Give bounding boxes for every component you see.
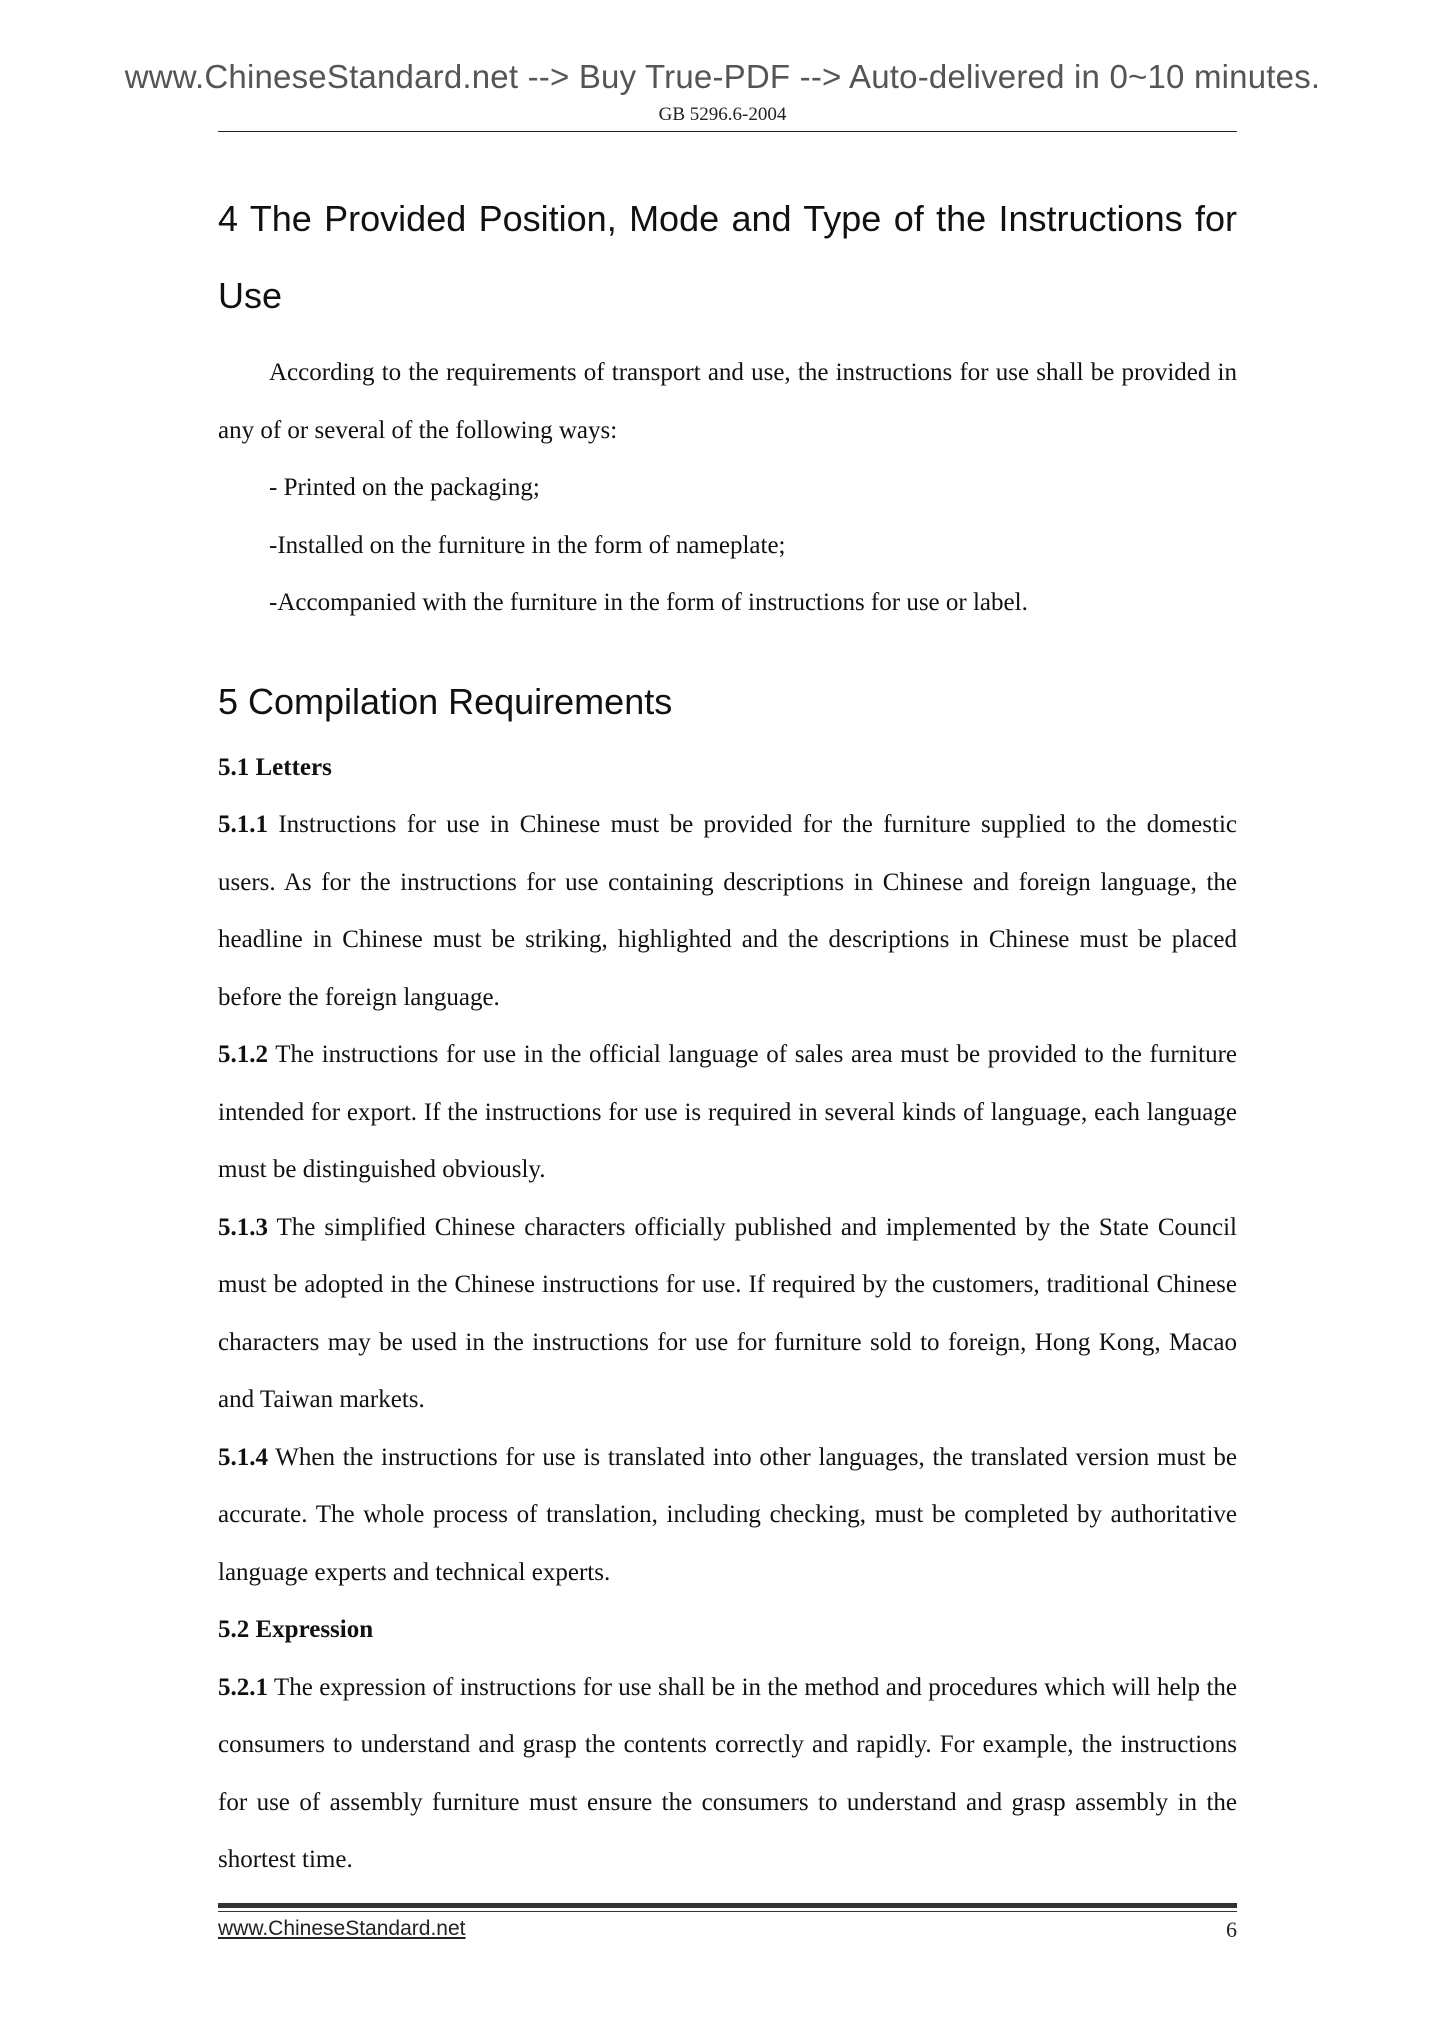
document-code: GB 5296.6-2004	[658, 104, 787, 125]
section-4-intro: According to the requirements of transport and use, the instructions for use shall be provided in any of or several of the following ways:	[218, 359, 1237, 444]
clause-5-1-1	[218, 796, 1237, 1026]
clause-text: Instructions for use in Chinese must be provided for the furniture supplied to the domestic users. As for the instructions for use containing descriptions in Chinese and foreign language, the headline in Chinese must be striking, highlighted and the descriptions in Chinese must be placed before the foreign language.	[218, 811, 1237, 1011]
clause-text: The expression of instructions for use shall be in the method and procedures which will help the consumers to understand and grasp the contents correctly and rapidly. For example, the instructions for use of assembly furniture must ensure the consumers to understand and grasp assembly in the shortest time.	[218, 1673, 1237, 1873]
list-item: -Accompanied with the furniture in the form of instructions for use or label.	[269, 589, 1028, 616]
clause-5-1-4	[218, 1429, 1237, 1602]
page-content	[218, 180, 1237, 1889]
footer-divider-thick	[218, 1903, 1237, 1908]
section-5-title: 5 Compilation Requirements	[218, 680, 673, 722]
subsection-5-1-heading: 5.1 Letters	[218, 753, 332, 781]
clause-number: 5.1.2	[218, 1041, 268, 1068]
footer-site-link[interactable]: www.ChineseStandard.net	[218, 1917, 466, 1940]
page-number: 6	[1226, 1917, 1237, 1942]
clause-5-2-1	[218, 1659, 1237, 1889]
clause-text: The simplified Chinese characters officially published and implemented by the State Council must be adopted in the Chinese instructions for use. If required by the customers, traditional Chinese characters may be used in the instructions for use for furniture sold to foreign, Hong Kong, Macao and Taiwan markets.	[218, 1213, 1237, 1413]
clause-number: 5.1.3	[218, 1213, 268, 1241]
header-divider	[218, 131, 1237, 132]
clause-5-1-2	[218, 1026, 1237, 1199]
clause-text: When the instructions for use is translated into other languages, the translated version must be accurate. The whole process of translation, including checking, must be completed by authoritative language experts and technical experts.	[218, 1443, 1237, 1586]
clause-text: The instructions for use in the official language of sales area must be provided to the furniture intended for export. If the instructions for use is required in several kinds of language, each language must be distinguished obviously.	[218, 1041, 1237, 1183]
site-banner: www.ChineseStandard.net --> Buy True-PDF --> Auto-delivered in 0~10 minutes.	[124, 58, 1321, 95]
clause-number: 5.2.1	[218, 1673, 268, 1701]
subsection-5-2-heading: 5.2 Expression	[218, 1616, 374, 1643]
list-item: - Printed on the packaging;	[269, 474, 540, 501]
footer-divider-thin	[218, 1911, 1237, 1912]
clause-number: 5.1.4	[218, 1443, 268, 1471]
clause-5-1-3	[218, 1199, 1237, 1429]
clause-number: 5.1.1	[218, 811, 268, 838]
section-4-title: 4 The Provided Position, Mode and Type of the Instructions for Use	[218, 198, 1237, 316]
list-item: -Installed on the furniture in the form of nameplate;	[269, 531, 786, 559]
